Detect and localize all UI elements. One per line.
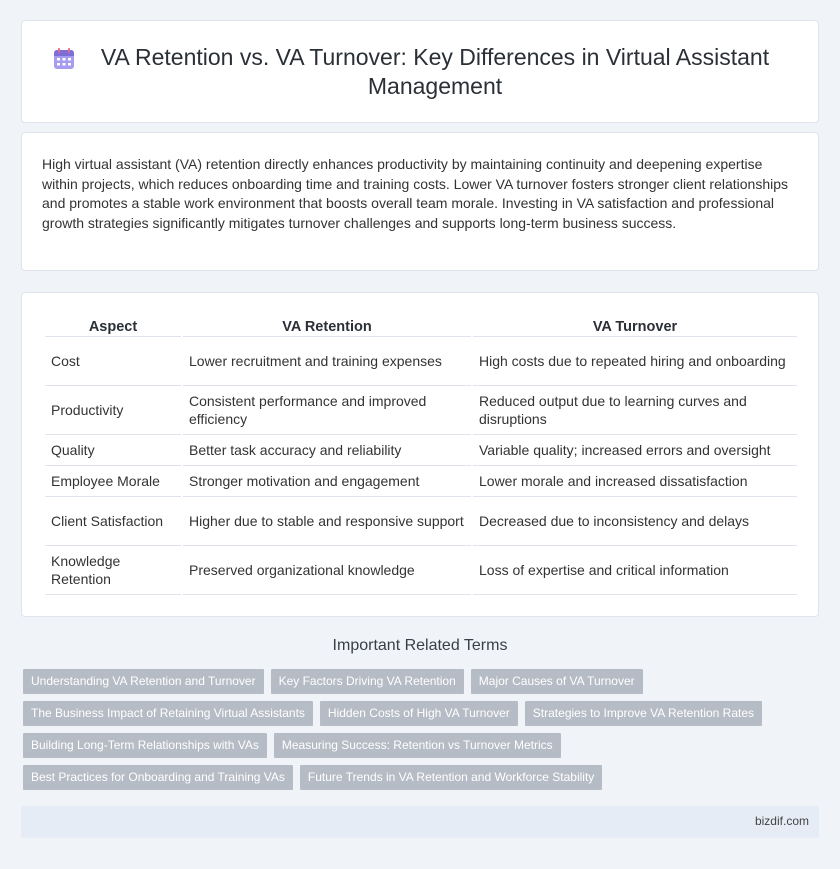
retention-cell: Better task accuracy and reliability bbox=[183, 435, 471, 466]
intro-card bbox=[21, 132, 819, 271]
table-row bbox=[45, 435, 797, 466]
footer-bar bbox=[21, 806, 819, 838]
related-term-tag[interactable]: Measuring Success: Retention vs Turnover Metrics bbox=[274, 733, 561, 758]
retention-cell: Preserved organizational knowledge bbox=[183, 546, 471, 595]
related-term-tag[interactable]: Future Trends in VA Retention and Workforce Stability bbox=[300, 765, 602, 790]
related-term-tag[interactable]: Key Factors Driving VA Retention bbox=[271, 669, 464, 694]
retention-cell: Consistent performance and improved efficiency bbox=[183, 386, 471, 435]
comparison-card bbox=[21, 292, 819, 617]
column-header-aspect: Aspect bbox=[45, 314, 181, 337]
turnover-cell: High costs due to repeated hiring and onboarding bbox=[473, 337, 797, 386]
table-header-row bbox=[45, 314, 797, 337]
related-terms-heading: Important Related Terms bbox=[332, 637, 508, 654]
aspect-cell: Employee Morale bbox=[45, 466, 181, 497]
turnover-cell: Lower morale and increased dissatisfaction bbox=[473, 466, 797, 497]
retention-cell: Higher due to stable and responsive support bbox=[183, 497, 471, 546]
aspect-cell: Quality bbox=[45, 435, 181, 466]
aspect-cell: Knowledge Retention bbox=[45, 546, 181, 595]
related-term-tag[interactable]: Building Long-Term Relationships with VAs bbox=[23, 733, 267, 758]
turnover-cell: Decreased due to inconsistency and delays bbox=[473, 497, 797, 546]
table-row bbox=[45, 497, 797, 546]
related-terms-list bbox=[23, 669, 803, 797]
title-card bbox=[21, 20, 819, 123]
table-row bbox=[45, 386, 797, 435]
related-term-tag[interactable]: The Business Impact of Retaining Virtual Assistants bbox=[23, 701, 313, 726]
table-row bbox=[45, 337, 797, 386]
aspect-cell: Cost bbox=[45, 337, 181, 386]
column-header-retention: VA Retention bbox=[183, 314, 471, 337]
site-name[interactable]: bizdif.com bbox=[754, 814, 809, 828]
retention-cell: Stronger motivation and engagement bbox=[183, 466, 471, 497]
aspect-cell: Productivity bbox=[45, 386, 181, 435]
table-row bbox=[45, 546, 797, 595]
turnover-cell: Loss of expertise and critical information bbox=[473, 546, 797, 595]
related-term-tag[interactable]: Hidden Costs of High VA Turnover bbox=[320, 701, 518, 726]
turnover-cell: Reduced output due to learning curves and disruptions bbox=[473, 386, 797, 435]
aspect-cell: Client Satisfaction bbox=[45, 497, 181, 546]
turnover-cell: Variable quality; increased errors and oversight bbox=[473, 435, 797, 466]
page-title: VA Retention vs. VA Turnover: Key Differences in Virtual Assistant Management bbox=[100, 43, 770, 99]
related-term-tag[interactable]: Best Practices for Onboarding and Training VAs bbox=[23, 765, 293, 790]
related-term-tag[interactable]: Understanding VA Retention and Turnover bbox=[23, 669, 264, 694]
related-term-tag[interactable]: Major Causes of VA Turnover bbox=[471, 669, 643, 694]
intro-paragraph: High virtual assistant (VA) retention directly enhances productivity by maintaining continuity and deepening expertise within projects, which reduces onboarding time and training costs. Lower VA turnover fosters stronger client relationships and promotes a stable work environment that boosts overall team morale. Investing in VA satisfaction and professional growth strategies significantly mitigates turnover challenges and supports long-term business success. bbox=[42, 156, 789, 231]
related-term-tag[interactable]: Strategies to Improve VA Retention Rates bbox=[525, 701, 762, 726]
table-row bbox=[45, 466, 797, 497]
retention-cell: Lower recruitment and training expenses bbox=[183, 337, 471, 386]
column-header-turnover: VA Turnover bbox=[473, 314, 797, 337]
comparison-table bbox=[43, 314, 799, 595]
